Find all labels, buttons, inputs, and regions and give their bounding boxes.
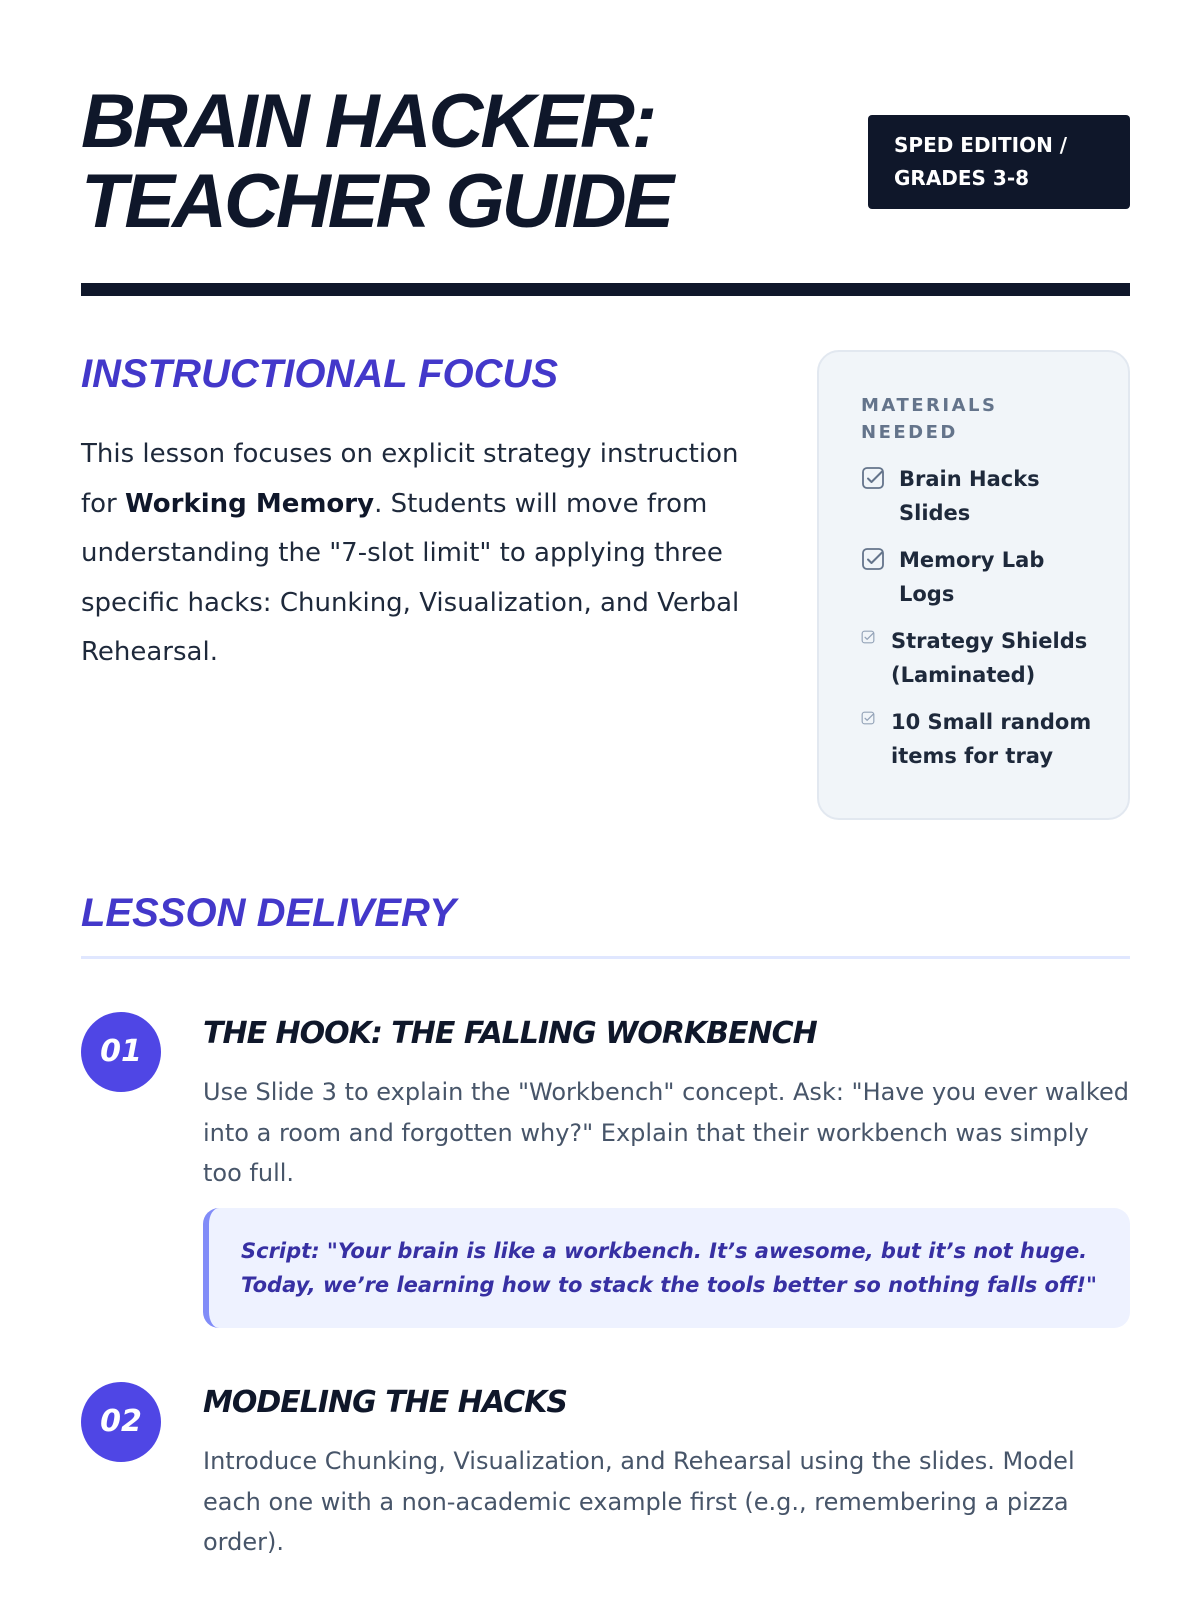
instructional-focus-text [81, 430, 771, 678]
section-divider [81, 956, 1130, 959]
lesson-delivery-heading: LESSON DELIVERY [81, 891, 456, 935]
focus-text-start: This lesson focuses on explicit strategy instruction for [81, 439, 739, 519]
materials-item-label: Strategy Shields (Laminated) [891, 629, 1088, 687]
materials-item-label: Brain Hacks Slides [899, 467, 1040, 525]
step-title: MODELING THE HACKS [203, 1385, 567, 1420]
teacher-script-callout: Script: "Your brain is like a workbench. It’s awesome, but it’s not huge. Today, we’re learning how to stack the tools better so nothing falls off!" [203, 1208, 1130, 1328]
title-line-2: TEACHER GUIDE [81, 159, 672, 244]
badge-line-2: GRADES 3-8 [894, 166, 1030, 190]
step-description: Introduce Chunking, Visualization, and Rehearsal using the slides. Model each one with a non-academic example first (e.g., remembering a pizza order). [203, 1447, 1075, 1556]
focus-text-bold: Working Memory [125, 488, 375, 519]
checkbox-icon [861, 630, 875, 644]
page-title [81, 79, 801, 244]
title-line-1: BRAIN HACKER: [81, 79, 655, 164]
step-number-badge: 01 [81, 1012, 161, 1092]
header-divider [81, 283, 1130, 296]
materials-card [817, 350, 1130, 820]
checkbox-icon [861, 466, 885, 490]
focus-text-end: . Students will move from understanding the "7-slot limit" to applying three specific hacks: Chunking, Visualization, and Verbal Rehearsal. [81, 488, 740, 667]
materials-item [861, 462, 1094, 530]
materials-item-label: Memory Lab Logs [899, 548, 1045, 606]
checkbox-icon [861, 547, 885, 571]
materials-item-label: 10 Small random items for tray [891, 710, 1092, 768]
materials-heading: MATERIALS NEEDED [861, 395, 998, 443]
teacher-guide-page [81, 0, 1130, 1600]
badge-line-1: SPED EDITION / [894, 133, 1068, 157]
step-number-badge: 02 [81, 1382, 161, 1462]
checkbox-icon [861, 711, 875, 725]
materials-item [861, 543, 1094, 611]
edition-badge [868, 115, 1130, 209]
instructional-focus-heading: INSTRUCTIONAL FOCUS [81, 352, 559, 396]
step-description: Use Slide 3 to explain the "Workbench" concept. Ask: "Have you ever walked into a room and forgotten why?" Explain that their workbench was simply too full. [203, 1078, 1129, 1187]
materials-item [861, 624, 1094, 692]
step-title: THE HOOK: THE FALLING WORKBENCH [203, 1016, 817, 1051]
materials-item [861, 705, 1094, 773]
